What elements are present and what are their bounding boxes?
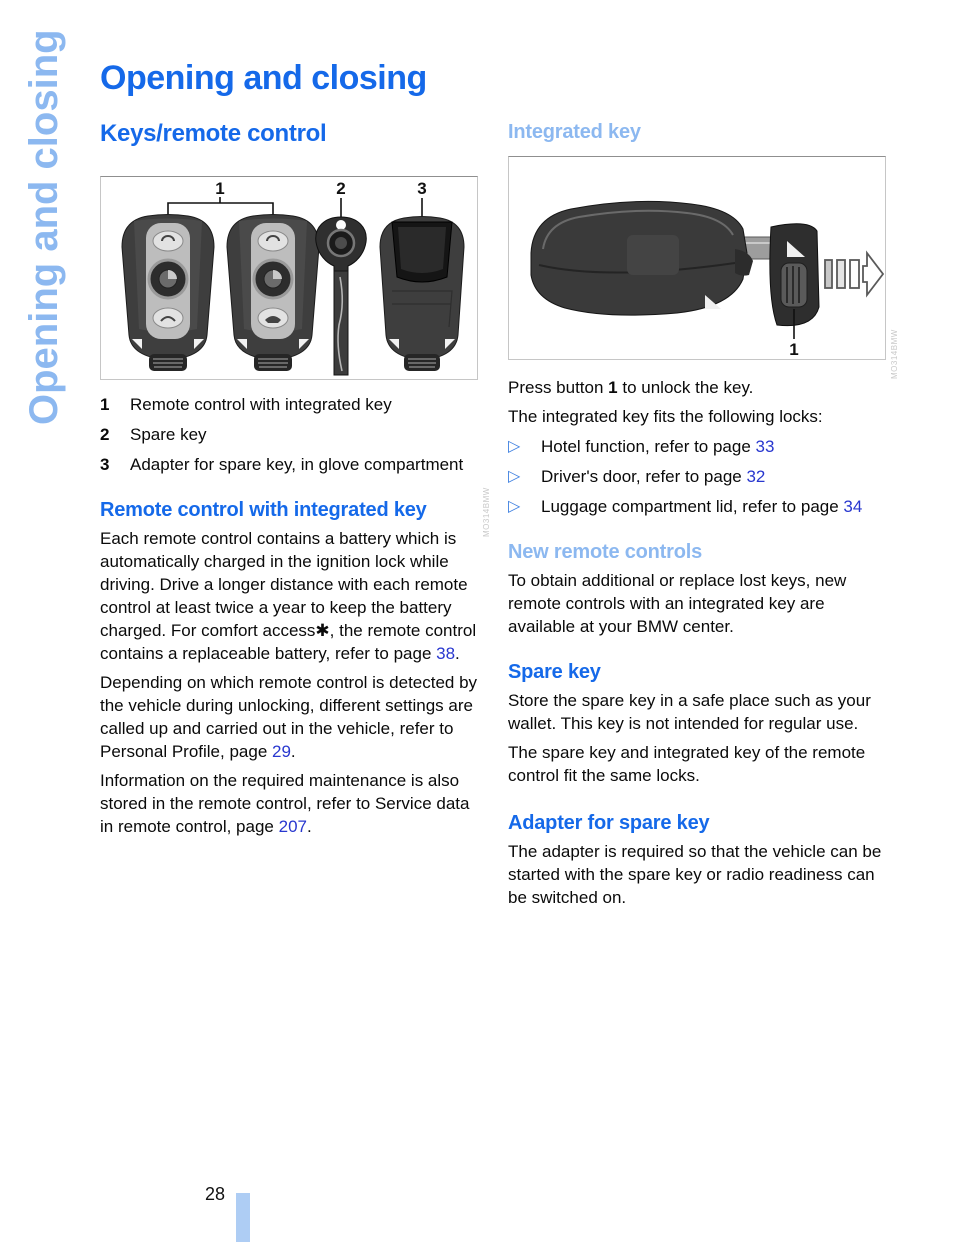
paragraph-battery: Each remote control contains a battery which is automatically charged in the ignition lock while driving. Drive a longer distance with each remote control at least twice a year to keep the battery charged. For comfort access✱, the remote control contains a replaceable battery, refer to page 38. bbox=[100, 529, 477, 663]
figure-watermark: MO314BMW bbox=[890, 329, 899, 379]
legend-num: 2 bbox=[100, 425, 110, 444]
remote-control-illustration-2 bbox=[227, 215, 319, 372]
footer-accent-bar bbox=[236, 1193, 250, 1242]
callout-1-label: 1 bbox=[215, 179, 225, 198]
callout-lines bbox=[168, 197, 422, 219]
remote-control-illustration-1 bbox=[122, 215, 214, 372]
chapter-vertical-tab: Opening and closing bbox=[22, 29, 66, 425]
paragraph-locks-intro: The integrated key fits the following locks: bbox=[508, 407, 823, 426]
legend-num: 1 bbox=[100, 395, 110, 414]
page-link-29[interactable]: 29 bbox=[272, 742, 291, 761]
adapter-illustration bbox=[380, 217, 464, 372]
left-column bbox=[100, 120, 491, 838]
paragraph-spare-key-store: Store the spare key in a safe place such as your wallet. This key is not intended for regular use. bbox=[508, 691, 871, 733]
heading-spare-key: Spare key bbox=[508, 661, 601, 683]
legend-num: 3 bbox=[100, 455, 110, 474]
callout-3-label: 3 bbox=[417, 179, 427, 198]
triangle-bullet-icon: ▷ bbox=[508, 468, 521, 485]
legend-text: Adapter for spare key, in glove compartment bbox=[130, 455, 464, 474]
callout-1-label: 1 bbox=[789, 340, 799, 359]
keys-illustration bbox=[101, 177, 477, 379]
heading-remote-control-with-integrated-key: Remote control with integrated key bbox=[100, 499, 427, 521]
triangle-bullet-icon: ▷ bbox=[508, 498, 521, 515]
right-column bbox=[508, 120, 899, 909]
figure-legend bbox=[100, 393, 478, 476]
spare-key-illustration bbox=[316, 217, 367, 375]
paragraph-profile: Depending on which remote control is detected by the vehicle during unlocking, different settings are called up and carried out in the vehicle, refer to Personal Profile, page 29. bbox=[100, 673, 478, 761]
legend-item-3 bbox=[100, 453, 478, 476]
heading-integrated-key: Integrated key bbox=[508, 121, 641, 143]
figure-watermark: MO314BMW bbox=[482, 487, 491, 537]
page-link-32[interactable]: 32 bbox=[746, 467, 766, 486]
integrated-key-figure bbox=[508, 156, 899, 379]
paragraph-maintenance: Information on the required maintenance is also stored in the remote control, refer to Service data in remote control, page 207. bbox=[100, 771, 470, 836]
paragraph-new-remote-controls: To obtain additional or replace lost keys, new remote controls with an integrated key are available at your BMW center. bbox=[508, 571, 847, 636]
section-title-keys-remote-control: Keys/remote control bbox=[100, 120, 327, 147]
list-item-drivers-door: ▷ Driver's door, refer to page 32 bbox=[508, 467, 766, 486]
callout-2-label: 2 bbox=[336, 179, 346, 198]
page-link-33[interactable]: 33 bbox=[755, 437, 775, 456]
list-item-luggage-lid: ▷ Luggage compartment lid, refer to page 34 bbox=[508, 497, 863, 516]
remote-body-side-view bbox=[531, 201, 753, 315]
legend-item-1 bbox=[100, 393, 478, 416]
paragraph-spare-key-locks: The spare key and integrated key of the remote control fit the same locks. bbox=[508, 743, 866, 785]
locks-list bbox=[508, 435, 890, 518]
paragraph-press-button: Press button 1 to unlock the key. bbox=[508, 378, 754, 397]
triangle-bullet-icon: ▷ bbox=[508, 438, 521, 455]
legend-item-2 bbox=[100, 423, 478, 446]
heading-new-remote-controls: New remote controls bbox=[508, 541, 703, 563]
heading-adapter-for-spare-key: Adapter for spare key bbox=[508, 812, 710, 834]
page-number: 28 bbox=[205, 1184, 226, 1204]
legend-text: Remote control with integrated key bbox=[130, 395, 392, 414]
page-link-207[interactable]: 207 bbox=[278, 817, 307, 836]
paragraph-adapter: The adapter is required so that the vehicle can be started with the spare key or radio readiness can be switched on. bbox=[508, 842, 882, 907]
legend-text: Spare key bbox=[130, 425, 207, 444]
page-title: Opening and closing bbox=[100, 58, 427, 97]
page-link-38[interactable]: 38 bbox=[436, 644, 456, 663]
pull-direction-arrow-icon bbox=[825, 253, 883, 295]
page-link-34[interactable]: 34 bbox=[843, 497, 863, 516]
integrated-key-illustration bbox=[509, 157, 885, 359]
list-item-hotel-function: ▷ Hotel function, refer to page 33 bbox=[508, 437, 775, 456]
